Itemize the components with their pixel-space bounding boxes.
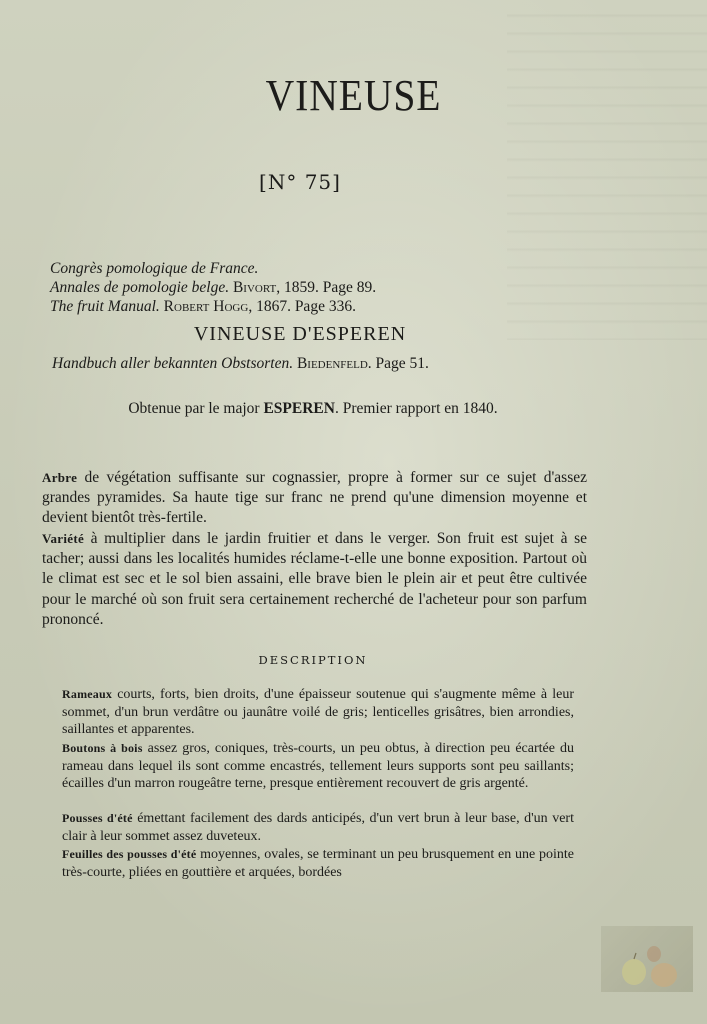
paragraph-text: de végétation suffisante sur cognassier, propre à former sur ce sujet d'assez grandes pyramides. Sa haute tige sur franc ne prend qu'une dimension moyenne et devient bientôt très-fertile.: [42, 469, 587, 527]
reference-work: Congrès pomologique de France.: [50, 260, 259, 277]
origin-text: Obtenue par le major: [128, 400, 264, 417]
description-text: émettant facilement des dards anticipés, d'un vert brun à leur base, d'un vert clair à leur sommet assez duveteux.: [62, 811, 574, 844]
description-lead: Pousses d'été: [62, 811, 133, 825]
description-text: moyennes, ovales, se terminant un peu brusquement en une pointe très-courte, pliées en gouttière et arquées, bordées: [62, 847, 574, 880]
body-paragraph: [42, 529, 587, 630]
reference-work: The fruit Manual.: [50, 298, 160, 315]
reference-line: [50, 279, 376, 297]
paragraph-text: à multiplier dans le jardin fruitier et dans le verger. Son fruit est sujet à se tacher; aussi dans les localités humides réclame-t-elle une bonne exposition. Partout où le climat est sec et le sol bien assaini, elle brave bien le plein air et peut être cultivée pour le marché où son fruit sera certainement recherché de l'acheteur pour son parfum prononcé.: [42, 530, 587, 628]
description-paragraph: [62, 686, 574, 739]
description-lead: Rameaux: [62, 687, 113, 701]
reference-detail: , 1859. Page 89.: [276, 279, 377, 296]
reference-line: [52, 355, 429, 373]
reference-work: Handbuch aller bekannten Obstsorten.: [52, 355, 294, 372]
origin-text: . Premier rapport en 1840.: [334, 400, 498, 417]
reference-work: Annales de pomologie belge.: [50, 279, 230, 296]
fruit-thumbnail-icon: [601, 926, 693, 992]
reference-line: [50, 260, 258, 278]
reference-line: [50, 298, 356, 316]
description-text: assez gros, coniques, très-courts, un peu obtus, à direction peu écartée du rameau dans lequel ils sont comme encastrés, tellement leurs supports sont peu saillants; écailles d'un marron rougeâtre terne, presque entièrement recouvert de gris argenté.: [62, 741, 574, 792]
paragraph-lead: Arbre: [42, 470, 78, 485]
reference-detail: . Page 51.: [367, 355, 429, 372]
page-title: VINEUSE: [265, 71, 442, 120]
description-heading: DESCRIPTION: [258, 653, 368, 667]
body-paragraph: [42, 468, 587, 529]
description-lead: Feuilles des pousses d'été: [62, 847, 197, 861]
synonym-title: VINEUSE D'ESPEREN: [193, 323, 407, 345]
origin-line: [0, 400, 626, 418]
reference-author: Robert Hogg: [163, 298, 249, 315]
reference-detail: , 1867. Page 336.: [248, 298, 356, 315]
description-lead: Boutons à bois: [62, 741, 143, 755]
origin-name: ESPEREN: [263, 400, 335, 417]
reference-author: Bivort: [232, 279, 277, 296]
description-paragraph: [62, 740, 574, 793]
description-paragraph: [62, 846, 574, 881]
description-text: courts, forts, bien droits, d'une épaisseur soutenue qui s'augmente même à leur sommet, d'un brun verdâtre ou jaunâtre voilé de gris; lenticelles grisâtres, bien arrondies, saillantes et apparentes.: [62, 687, 574, 738]
variety-number: [N° 75]: [259, 170, 341, 194]
paragraph-lead: Variété: [42, 531, 85, 546]
reference-author: Biedenfeld: [296, 355, 368, 372]
description-paragraph: [62, 810, 574, 845]
